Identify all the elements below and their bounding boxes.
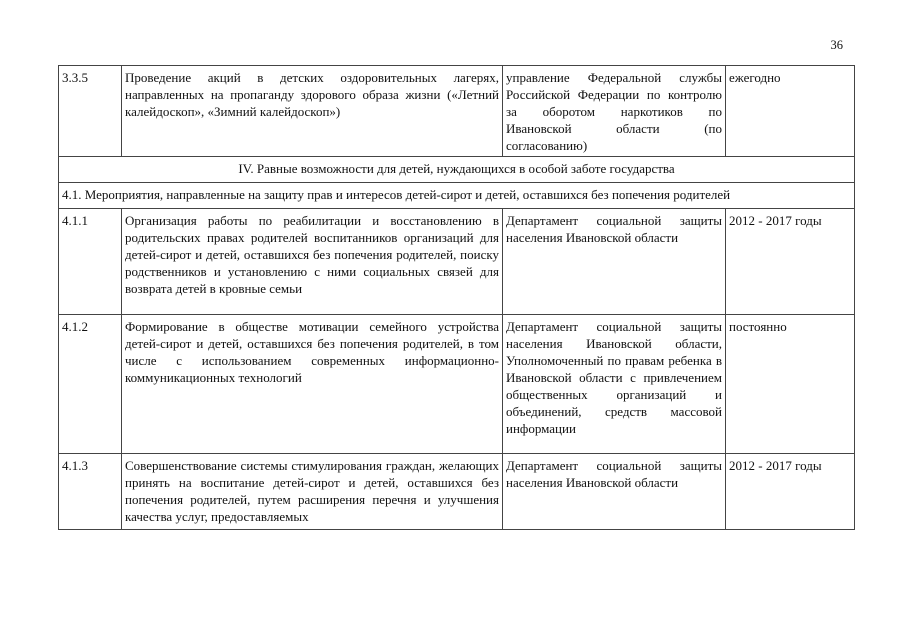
table-row xyxy=(59,454,855,530)
event-description: Совершенствование системы стимулирования граждан, желающих принять на воспитание детей-сирот и детей, оставшихся без попечения родителей, путем расширения перечня и улучшения качества услуг, предоставляемых xyxy=(122,454,503,530)
executor: управление Федеральной службы Российской Федерации по контролю за оборотом наркотиков по Ивановской области (по согласованию) xyxy=(503,66,726,157)
item-number: 4.1.2 xyxy=(59,315,122,454)
term: постоянно xyxy=(726,315,855,454)
table-row xyxy=(59,209,855,315)
executor: Департамент социальной защиты населения Ивановской области xyxy=(503,209,726,315)
section-title: IV. Равные возможности для детей, нуждающихся в особой заботе государства xyxy=(59,157,855,183)
subsection-row xyxy=(59,183,855,209)
table-row xyxy=(59,315,855,454)
term: 2012 - 2017 годы xyxy=(726,209,855,315)
item-number: 4.1.1 xyxy=(59,209,122,315)
event-description: Проведение акций в детских оздоровительных лагерях, направленных на пропаганду здорового образа жизни («Летний калейдоскоп», «Зимний калейдоскоп») xyxy=(122,66,503,157)
item-number: 4.1.3 xyxy=(59,454,122,530)
section-row xyxy=(59,157,855,183)
measures-table xyxy=(58,65,855,530)
executor: Департамент социальной защиты населения Ивановской области xyxy=(503,454,726,530)
event-description: Организация работы по реабилитации и восстановлению в родительских правах родителей воспитанников организаций для детей-сирот и детей, оставшихся без попечения родителей, поиску родственников и установлению с ними социальных связей для возврата детей в кровные семьи xyxy=(122,209,503,315)
term: ежегодно xyxy=(726,66,855,157)
event-description: Формирование в обществе мотивации семейного устройства детей-сирот и детей, оставшихся без попечения родителей, в том числе с использованием современных информационно-коммуникационных технологий xyxy=(122,315,503,454)
term: 2012 - 2017 годы xyxy=(726,454,855,530)
table-row xyxy=(59,66,855,157)
item-number: 3.3.5 xyxy=(59,66,122,157)
subsection-title: 4.1. Мероприятия, направленные на защиту прав и интересов детей-сирот и детей, оставшихся без попечения родителей xyxy=(59,183,855,209)
page-number: 36 xyxy=(830,38,843,52)
executor: Департамент социальной защиты населения Ивановской области, Уполномоченный по правам ребенка в Ивановской области с привлечением общественных организаций и объединений, средств массовой информации xyxy=(503,315,726,454)
